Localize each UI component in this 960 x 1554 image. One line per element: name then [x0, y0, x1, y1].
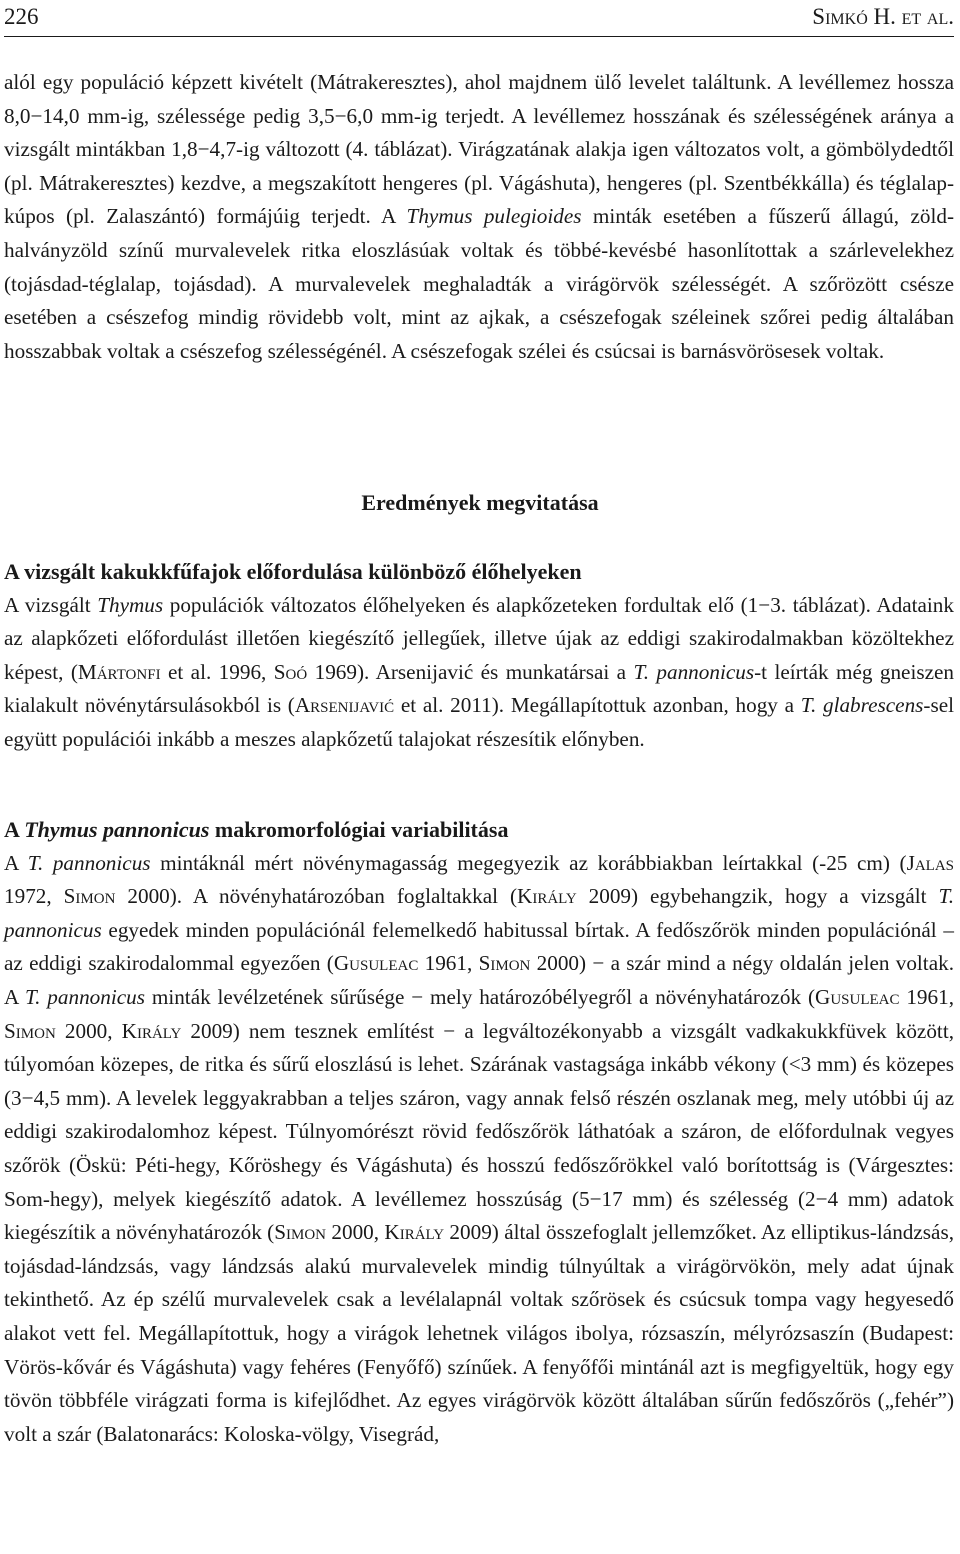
intro-block	[4, 66, 954, 368]
page-number: 226	[4, 4, 39, 29]
page-header	[4, 4, 954, 34]
subsection-paragraph: A T. pannonicus mintáknál mért növénymagasság megegyezik az korábbiakban leírtakkal (-25 cm) (Jalas 1972, Simon 2000). A növényhatározóban foglaltakkal (Király 2009) egybehangzik, hogy a vizsgált T. pannonicus egyedek minden populációnál felemelkedő habitussal bírtak. A fedőszőrök minden populációnál – az eddigi szakirodalommal egyezően (Gusuleac 1961, Simon 2000) − a szár mind a négy oldalán jelen voltak. A T. pannonicus minták levélzetének sűrűsége − mely határozóbélyegről a növényhatározók (Gusuleac 1961, Simon 2000, Király 2009) nem tesznek említést − a legváltozékonyabb a vizsgált vadkakukkfüvek között, túlyomóan közepes, de ritka és sűrű eloszlású is lehet. Szárának vastagsága inkább vékony (<3 mm) és közepes (3−4,5 mm). A levelek leggyakrabban a teljes száron, vagy annak felső részén oszlanak meg, mely utóbbi új az eddigi szakirodalomhoz képest. Túlnyomórészt rövid fedőszőrök láthatóak a száron, de előfordulnak vegyes szőrök (Öskü: Péti-hegy, Kőröshegy és Vágáshuta) és hosszú fedőszőrökkel való borítottság is (Várgesztes: Som-hegy), melyek kiegészítő adatok. A levéllemez hosszúság (5−17 mm) és szélesség (2−4 mm) adatok kiegészítik a növényhatározók (Simon 2000, Király 2009) által összefoglalt jellemzőket. Az elliptikus-lándzsás, tojásdad-lándzsás, vagy lándzsás alakú murvalevelek mindig túlnyúltak a virágörvökön, mely adat újnak tekinthető. Az ép szélű murvalevelek csak a levélalapnál voltak szőrösek és csúcsuk tompa vagy hegyesedő alakot vett fel. Megállapítottuk, hogy a virágok lehetnek világos ibolya, rózsaszín, mélyrózsaszín (Budapest: Vörös-kővár és Vágáshuta) vagy fehéres (Fenyőfő) színűek. A fenyőfői mintánál azt is megfigyeltük, hogy egy tövön többféle virágzati forma is kifejlődhet. Az egyes virágörvök között általában sűrűn fedőszőrös („fehér”) volt a szár (Balatonarács: Koloska-völgy, Visegrád,	[4, 850, 955, 1446]
subsection-heading: A vizsgált kakukkfűfajok előfordulása különböző élőhelyeken	[4, 559, 582, 584]
running-head: Simkó H. et al.	[812, 4, 954, 29]
subsection-variability	[4, 813, 954, 1451]
subsection-heading: A Thymus pannonicus makromorfológiai variabilitása	[4, 817, 509, 842]
subsection-habitats	[4, 555, 954, 757]
intro-paragraph: alól egy populáció képzett kivételt (Mátrakeresztes), ahol majdnem ülő levelet találtunk. A levéllemez hossza 8,0−14,0 mm-ig, szélessége pedig 3,5−6,0 mm-ig terjedt. A levéllemez hosszának és szélességének aránya a vizsgált mintákban 1,8−4,7-ig változott (4. táblázat). Virágzatának alakja igen változatos volt, a gömbölydedtől (pl. Mátrakeresztes) kezdve, a megszakított hengeres (pl. Vágáshuta), hengeres (pl. Szentbékkálla) és téglalap-kúpos (pl. Zalaszántó) formájúig terjedt. A Thymus pulegioides minták esetében a fűszerű állagú, zöld-halványzöld színű murvalevelek ritka eloszlásúak voltak és többé-kevésbé hasonlítottak a szárlevelekhez (tojásdad-téglalap, tojásdad). A murvalevelek meghaladták a virágörvök szélességét. A szőrözött csésze esetében a csészefog mindig rövidebb volt, mint az ajkak, a csészefogak széleinek szőrei pedig általában hosszabbak voltak a csészefog szélességénél. A csészefogak szélei és csúcsai is barnásvörösesek voltak.	[4, 70, 954, 363]
header-rule	[4, 36, 954, 37]
subsection-paragraph: A vizsgált Thymus populációk változatos élőhelyeken és alapkőzeteken fordultak elő (1−3. táblázat). Adataink az alapkőzeti előfordulást illetően kiegészítő jellegűek, illetve újak az eddigi szakirodalmakban közöltekhez képest, (Mártonfi et al. 1996, Soó 1969). Arsenijavić és munkatársai a T. pannonicus-t leírták még gneiszen kialakult növénytársulásokból is (Arsenijavić et al. 2011). Megállapítottuk azonban, hogy a T. glabrescens-sel együtt populációi inkább a meszes alapkőzetű talajokat részesítik előnyben.	[4, 592, 955, 751]
section-title: Eredmények megvitatása	[361, 490, 599, 515]
